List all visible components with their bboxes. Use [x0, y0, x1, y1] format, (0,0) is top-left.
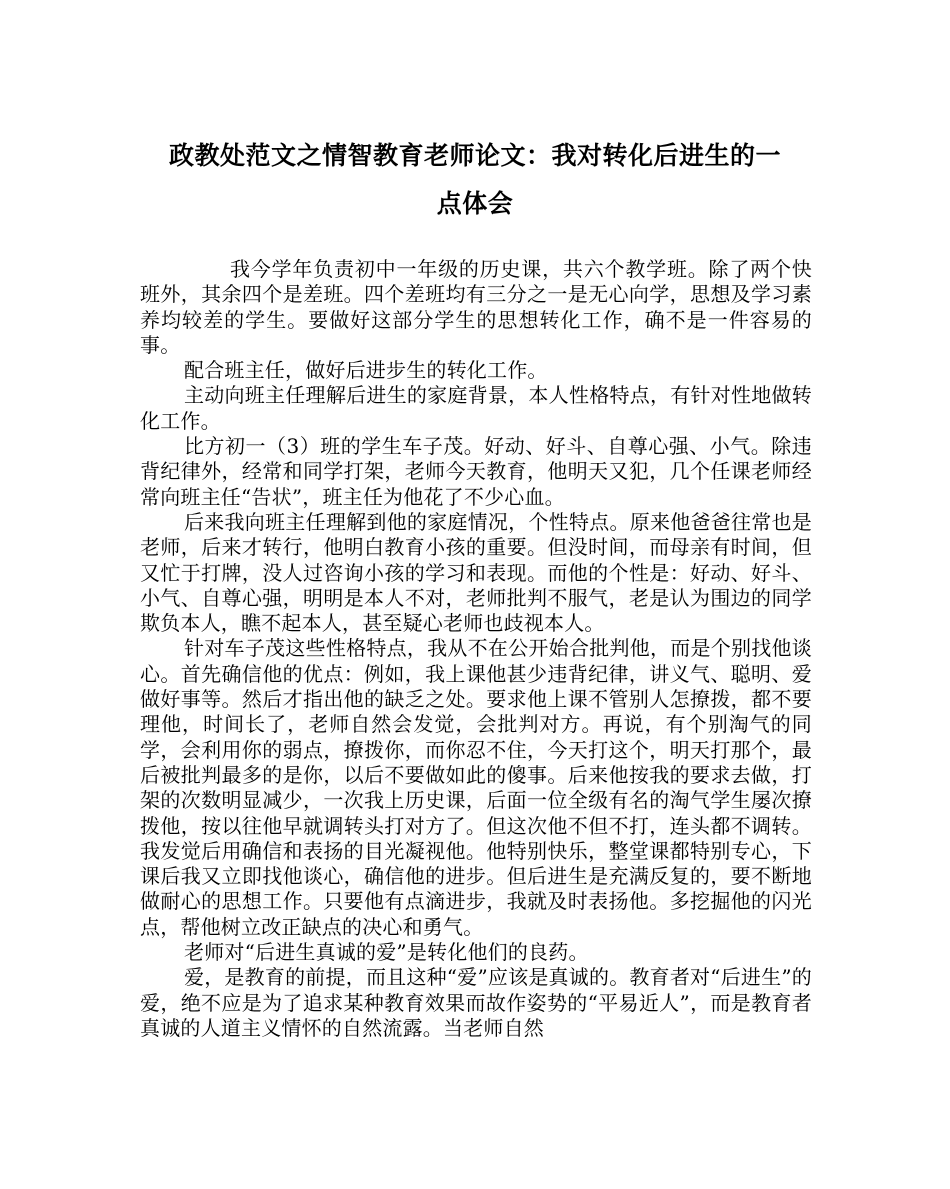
title-line-1: 政教处范文之情智教育老师论文：我对转化后进生的一	[168, 141, 781, 170]
document-body	[140, 257, 812, 1041]
paragraph-section-heading-2: 老师对“后进生真诚的爱”是转化他们的良药。	[184, 940, 589, 965]
paragraph-section-heading-1: 配合班主任，做好后进步生的转化工作。	[184, 358, 548, 383]
paragraph-intro: 我今学年负责初中一年级的历史课，共六个教学班。除了两个快班外，其余四个是差班。四个差班均有三分之一是无心向学，思想及学习素养均较差的学生。要做好这部分学生的思想转化工作，确不是一件容易的事。	[140, 257, 812, 357]
paragraph: 针对车子茂这些性格特点，我从不在公开始合批判他，而是个别找他谈心。首先确信他的优点：例如，我上课他甚少违背纪律，讲义气、聪明、爱做好事等。然后才指出他的缺乏之处。要求他上课不管别人怎撩拨，都不要理他，时间长了，老师自然会发觉，会批判对方。再说，有个别淘气的同学，会利用你的弱点，撩拨你，而你忍不住，今天打这个，明天打那个，最后被批判最多的是你，以后不要做如此的傻事。后来他按我的要求去做，打架的次数明显减少，一次我上历史课，后面一位全级有名的淘气学生屡次撩拨他，按以往他早就调转头打对方了。但这次他不但不打，连头都不调转。我发觉后用确信和表扬的目光凝视他。他特别快乐，整堂课都特别专心，下课后我又立即找他谈心，确信他的进步。但后进生是充满反复的，要不断地做耐心的思想工作。只要他有点滴进步，我就及时表扬他。多挖掘他的闪光点，帮他树立改正缺点的决心和勇气。	[140, 636, 812, 939]
paragraph: 后来我向班主任理解到他的家庭情况，个性特点。原来他爸爸往常也是老师，后来才转行，他明白教育小孩的重要。但没时间，而母亲有时间，但又忙于打牌，没人过咨询小孩的学习和表现。而他的个性是：好动、好斗、小气、自尊心强，明明是本人不对，老师批判不服气，老是认为围边的同学欺负本人，瞧不起本人，甚至疑心老师也歧视本人。	[140, 509, 812, 636]
document-title	[140, 132, 810, 228]
paragraph: 爱，是教育的前提，而且这种“爱”应该是真诚的。教育者对“后进生”的爱，绝不应是为了追求某种教育效果而故作姿势的“平易近人”，而是教育者真诚的人道主义情怀的自然流露。当老师自然	[140, 965, 812, 1040]
title-line-2: 点体会	[436, 189, 514, 218]
paragraph: 比方初一（3）班的学生车子茂。好动、好斗、自尊心强、小气。除违背纪律外，经常和同学打架，老师今天教育，他明天又犯，几个任课老师经常向班主任“告状”，班主任为他花了不少心血。	[140, 434, 812, 509]
paragraph: 主动向班主任理解后进生的家庭背景，本人性格特点，有针对性地做转化工作。	[140, 383, 812, 433]
